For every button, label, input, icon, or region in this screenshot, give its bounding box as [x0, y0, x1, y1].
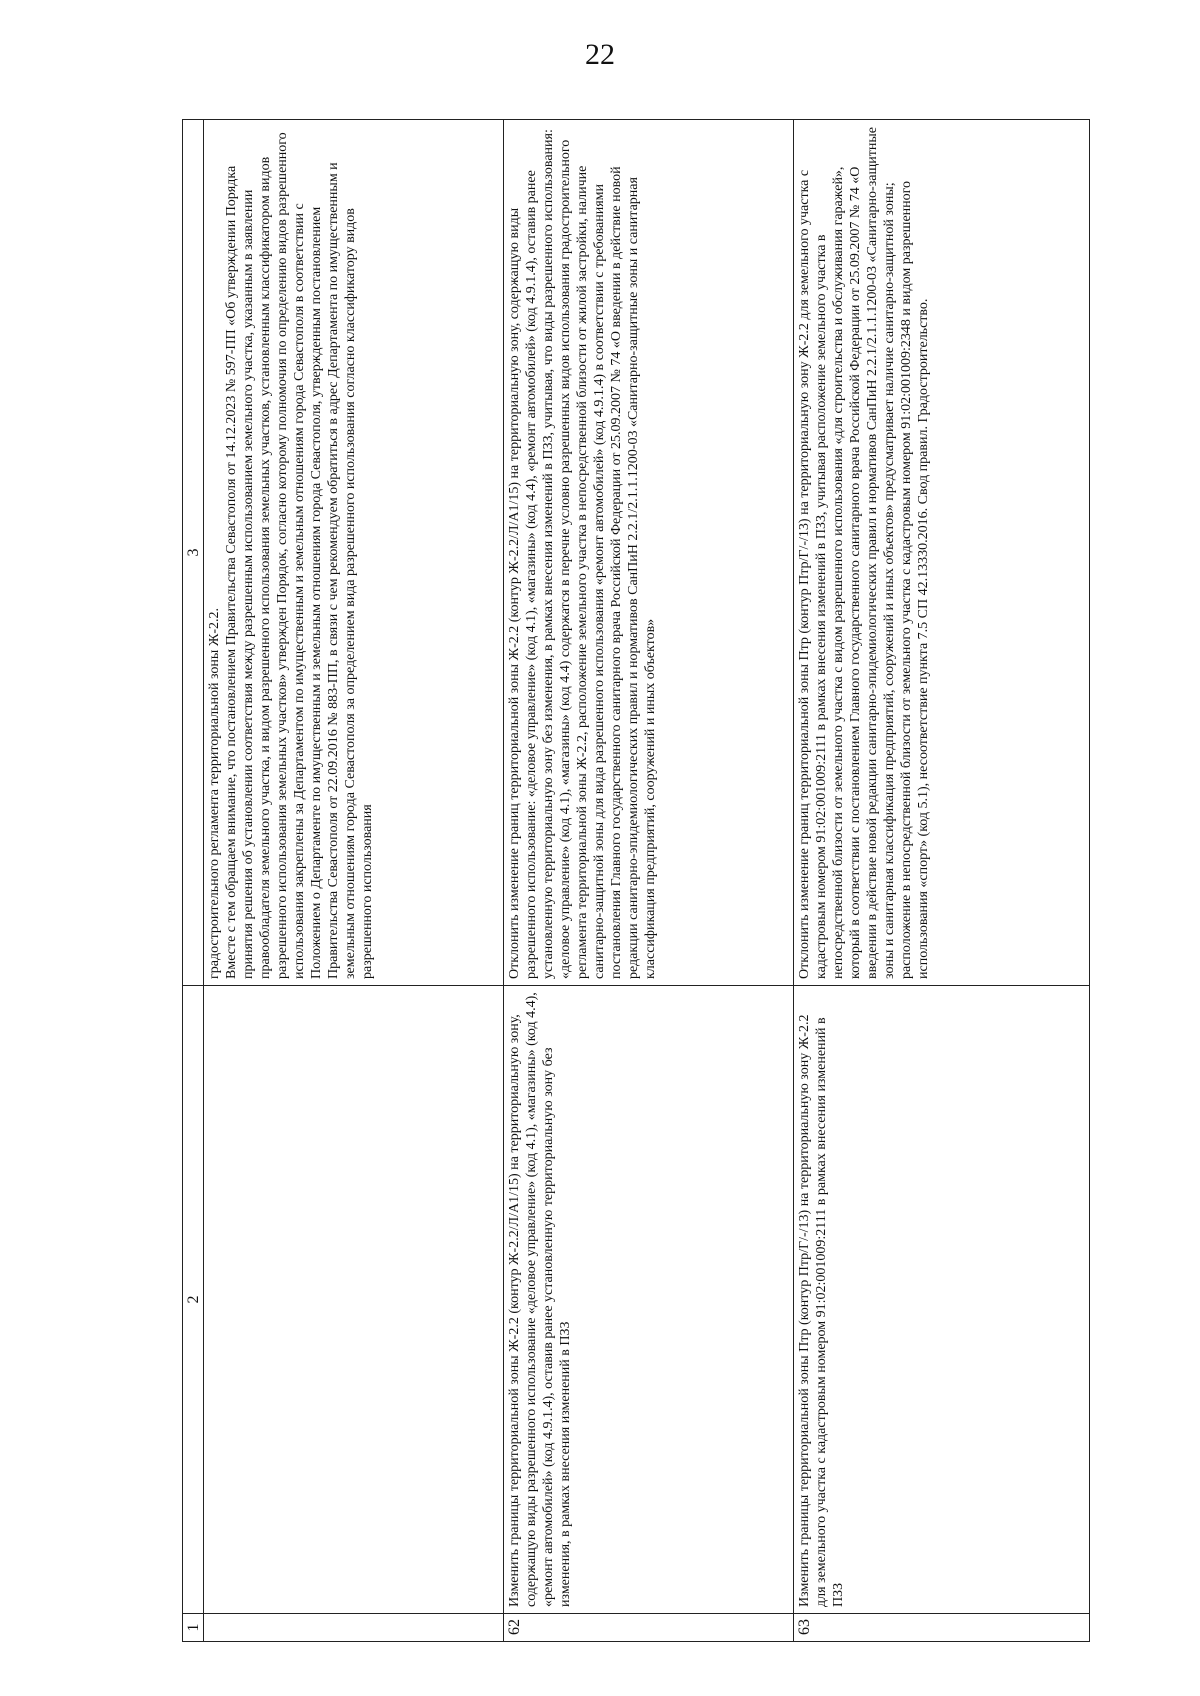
decisions-table: [182, 119, 1090, 1642]
table-row: [204, 120, 504, 1642]
row-number: [204, 1614, 504, 1642]
decision-cell: градостроительного регламента территориальной зоны Ж-2.2. Вместе с тем обращаем внимание, что постановлением Правительства Севастополя от 14.12.2023 № 597-ПП «Об утверждении Порядка принятия решения об установлении соответствия между разрешенным использованием земельного участка, указанным в заявлении правообладателя земельного участка, и видом разрешенного использования земельных участков, установленным классификатором видов разрешенного использования земельных участков» утвержден Порядок, согласно которому полномочия по определению видов разрешенного использования закреплены за Департаментом по имущественным и земельным отношениям города Севастополя в соответствии с Положением о Департаменте по имущественным и земельным отношениям города Севастополя, утвержденным постановлением Правительства Севастополя от 22.09.2016 № 883-ПП, в связи с чем рекомендуем обратиться в адрес Департамента по имущественным и земельным отношениям города Севастополя за определением вида разрешенного использования согласно классификатору видов разрешенного использования: [204, 120, 504, 986]
proposal-cell: Изменить границы территориальной зоны Птр (контур Птр/Г/-/13) на территориальную зону Ж-2.2 для земельного участка с кадастровым номером 91:02:001009:2111 в рамках внесения изменений в ПЗЗ: [794, 986, 1090, 1614]
table-header-row: [183, 120, 204, 1642]
header-col-3: 3: [183, 120, 204, 986]
row-number: 63: [794, 1614, 1090, 1642]
header-col-2: 2: [183, 986, 204, 1614]
proposal-cell: [204, 986, 504, 1614]
decision-cell: Отклонить изменение границ территориальной зоны Ж-2.2 (контур Ж-2.2/Л/А1/15) на территориальную зону, содержащую виды разрешенного использование: «деловое управление» (код 4.1), «магазины» (код 4.4), «ремонт автомобилей» (код 4.9.1.4), оставив ранее установленную территориальную зону без изменения, в рамках внесения изменений в ПЗЗ, учитывая, что виды разрешенного использования: «деловое управление» (код 4.1), «магазины» (код 4.4) содержатся в перечне условно разрешенных видов использования градостроительного регламента территориальной зоны Ж-2.2, расположение земельного участка в непосредственной близости от жилой застройки, наличие санитарно-защитной зоны для вида разрешенного использования «ремонт автомобилей» (код 4.9.1.4) в соответствии с требованиями постановления Главного государственного санитарного врача Российской Федерации от 25.09.2007 № 74 «О введении в действие новой редакции санитарно-эпидемиологических правил и нормативов СанПиН 2.2.1/2.1.1.1200-03 «Санитарно-защитные зоны и санитарная классификация предприятий, сооружений и иных объектов»: [504, 120, 794, 986]
table-row: [794, 120, 1090, 1642]
table-row: [504, 120, 794, 1642]
rotated-table-container: [182, 120, 1090, 1642]
page-number: 22: [585, 38, 615, 71]
row-number: 62: [504, 1614, 794, 1642]
proposal-cell: Изменить границы территориальной зоны Ж-2.2 (контур Ж-2.2/Л/А1/15) на территориальную зону, содержащую виды разрешенного использование «деловое управление» (код 4.1), «магазины» (код 4.4), «ремонт автомобилей» (код 4.9.1.4), оставив ранее установленную территориальную зону без изменения, в рамках внесения изменений в ПЗЗ: [504, 986, 794, 1614]
decision-cell: Отклонить изменение границ территориальной зоны Птр (контур Птр/Г/-/13) на территориальную зону Ж-2.2 для земельного участка с кадастровым номером 91:02:001009:2111 в рамках внесения изменений в ПЗЗ, учитывая расположение земельного участка в непосредственной близости от земельного участка с видом разрешенного использования «для строительства и обслуживания гаражей», который в соответствии с постановлением Главного государственного санитарного врача Российской Федерации от 25.09.2007 № 74 «О введении в действие новой редакции санитарно-эпидемиологических правил и нормативов СанПиН 2.2.1/2.1.1.1200-03 «Санитарно-защитные зоны и санитарная классификация предприятий, сооружений и иных объектов» предусматривает наличие санитарно-защитной зоны; расположение в непосредственной близости от земельного участка с кадастровым номером 91:02:001009:2348 и видом разрешенного использования «спорт» (код 5.1), несоответствие пункта 7.5 СП 42.13330.2016. Свод правил. Градостроительство.: [794, 120, 1090, 986]
landscape-page: [182, 120, 1090, 1642]
header-col-1: 1: [183, 1614, 204, 1642]
